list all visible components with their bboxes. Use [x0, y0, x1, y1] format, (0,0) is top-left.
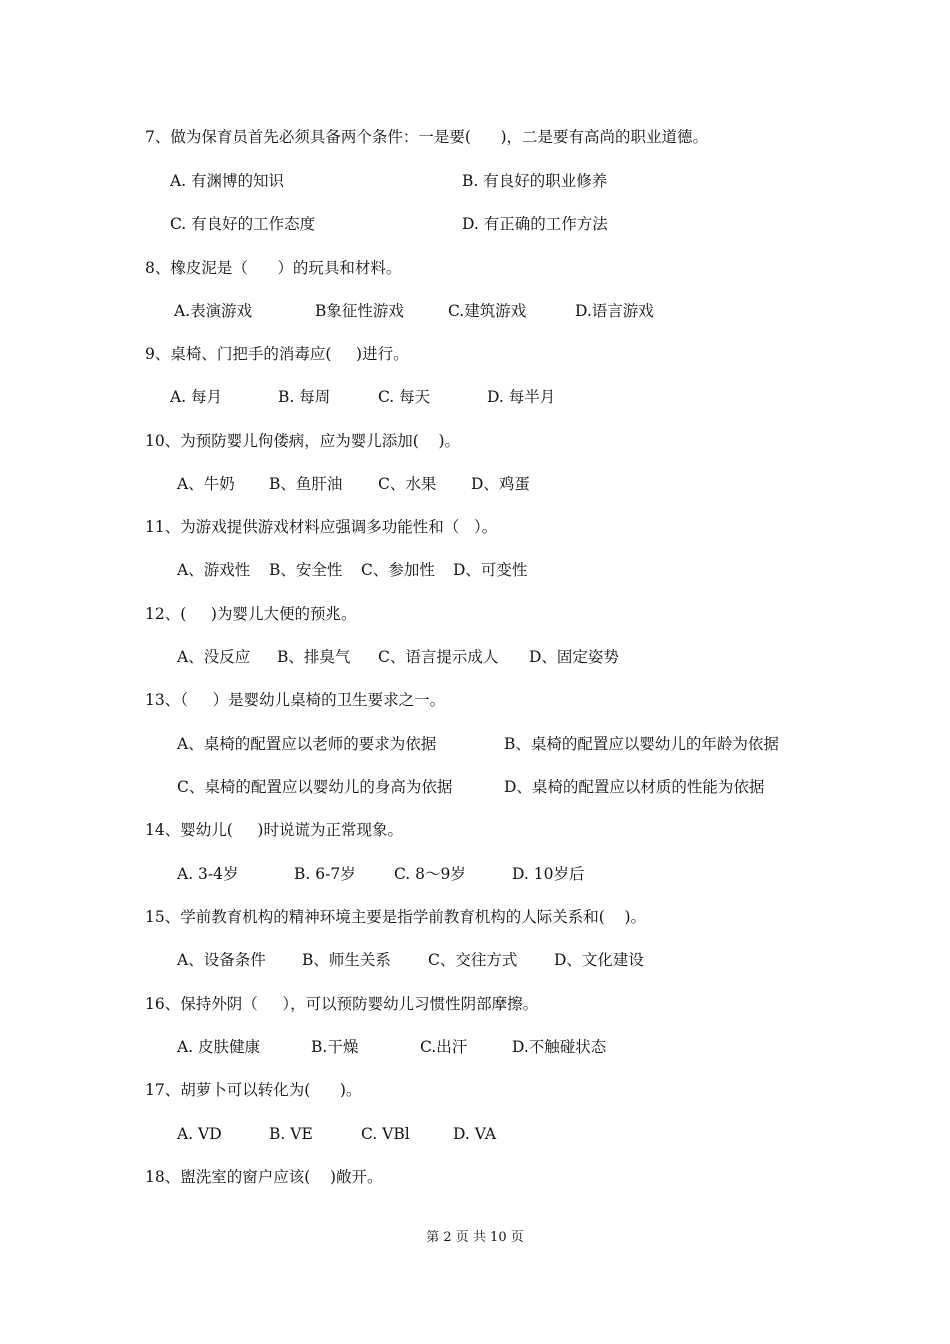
question-14-option-d: D. 10岁后 [512, 865, 585, 883]
question-12-stem: 12、( )为婴儿大便的预兆。 [145, 605, 357, 623]
question-8-option-d: D.语言游戏 [575, 302, 654, 320]
question-11-stem: 11、为游戏提供游戏材料应强调多功能性和（ ）。 [145, 518, 498, 536]
question-8-stem: 8、橡皮泥是（ ）的玩具和材料。 [145, 259, 402, 277]
question-15-option-b: B、师生关系 [302, 951, 391, 969]
question-8-option-c: C.建筑游戏 [448, 302, 527, 320]
question-15-option-d: D、文化建设 [554, 951, 644, 969]
question-15-option-a: A、设备条件 [177, 951, 266, 969]
question-18-stem: 18、盥洗室的窗户应该( )敞开。 [145, 1168, 383, 1186]
question-15-option-c: C、交往方式 [428, 951, 518, 969]
question-9-option-a: A. 每月 [170, 388, 223, 406]
question-10-option-b: B、鱼肝油 [269, 475, 343, 493]
question-14-option-b: B. 6-7岁 [294, 865, 356, 883]
question-11-option-b: B、安全性 [269, 561, 343, 579]
question-16-option-c: C.出汗 [420, 1038, 468, 1056]
question-9-option-d: D. 每半月 [487, 388, 556, 406]
question-10-option-c: C、水果 [378, 475, 437, 493]
question-11-option-a: A、游戏性 [177, 561, 251, 579]
question-9-stem: 9、桌椅、门把手的消毒应( )进行。 [145, 345, 409, 363]
question-8-option-a: A.表演游戏 [174, 302, 253, 320]
question-17-option-d: D. VA [453, 1125, 497, 1143]
question-16-option-d: D.不触碰状态 [512, 1038, 607, 1056]
question-16-stem: 16、保持外阴（ ），可以预防婴幼儿习惯性阴部摩擦。 [145, 995, 539, 1013]
question-13-option-c: C、桌椅的配置应以婴幼儿的身高为依据 [177, 778, 453, 796]
question-17-option-a: A. VD [177, 1125, 222, 1143]
question-8-option-b: B象征性游戏 [315, 302, 404, 320]
question-12-option-b: B、排臭气 [277, 648, 351, 666]
question-10-stem: 10、为预防婴儿佝偻病，应为婴儿添加( )。 [145, 432, 461, 450]
question-14-option-c: C. 8～9岁 [394, 865, 466, 883]
question-11-option-d: D、可变性 [453, 561, 528, 579]
question-7-option-a: A. 有渊博的知识 [170, 172, 285, 190]
question-14-stem: 14、婴幼儿( )时说谎为正常现象。 [145, 821, 403, 839]
question-7-option-c: C. 有良好的工作态度 [170, 215, 316, 233]
question-7-option-d: D. 有正确的工作方法 [462, 215, 608, 233]
question-17-option-b: B. VE [269, 1125, 313, 1143]
question-14-option-a: A. 3-4岁 [177, 865, 239, 883]
question-10-option-d: D、鸡蛋 [471, 475, 530, 493]
question-17-option-c: C. VBl [361, 1125, 410, 1143]
question-17-stem: 17、胡萝卜可以转化为( )。 [145, 1081, 362, 1099]
question-13-option-a: A、桌椅的配置应以老师的要求为依据 [177, 735, 437, 753]
question-9-option-b: B. 每周 [278, 388, 331, 406]
question-9-option-c: C. 每天 [378, 388, 431, 406]
question-12-option-c: C、语言提示成人 [378, 648, 499, 666]
question-13-option-d: D、桌椅的配置应以材质的性能为依据 [504, 778, 765, 796]
question-7-option-b: B. 有良好的职业修养 [462, 172, 608, 190]
page-number-footer: 第 2 页 共 10 页 [426, 1230, 524, 1245]
question-13-stem: 13、（ ）是婴幼儿桌椅的卫生要求之一。 [145, 691, 446, 709]
question-15-stem: 15、学前教育机构的精神环境主要是指学前教育机构的人际关系和( )。 [145, 908, 647, 926]
question-7-stem: 7、做为保育员首先必须具备两个条件：一是要( )，二是要有高尚的职业道德。 [145, 128, 709, 146]
question-12-option-d: D、固定姿势 [529, 648, 619, 666]
question-11-option-c: C、参加性 [361, 561, 435, 579]
question-16-option-a: A. 皮肤健康 [177, 1038, 261, 1056]
question-12-option-a: A、没反应 [177, 648, 251, 666]
question-13-option-b: B、桌椅的配置应以婴幼儿的年龄为依据 [504, 735, 779, 753]
question-16-option-b: B.干燥 [311, 1038, 359, 1056]
question-10-option-a: A、牛奶 [177, 475, 235, 493]
